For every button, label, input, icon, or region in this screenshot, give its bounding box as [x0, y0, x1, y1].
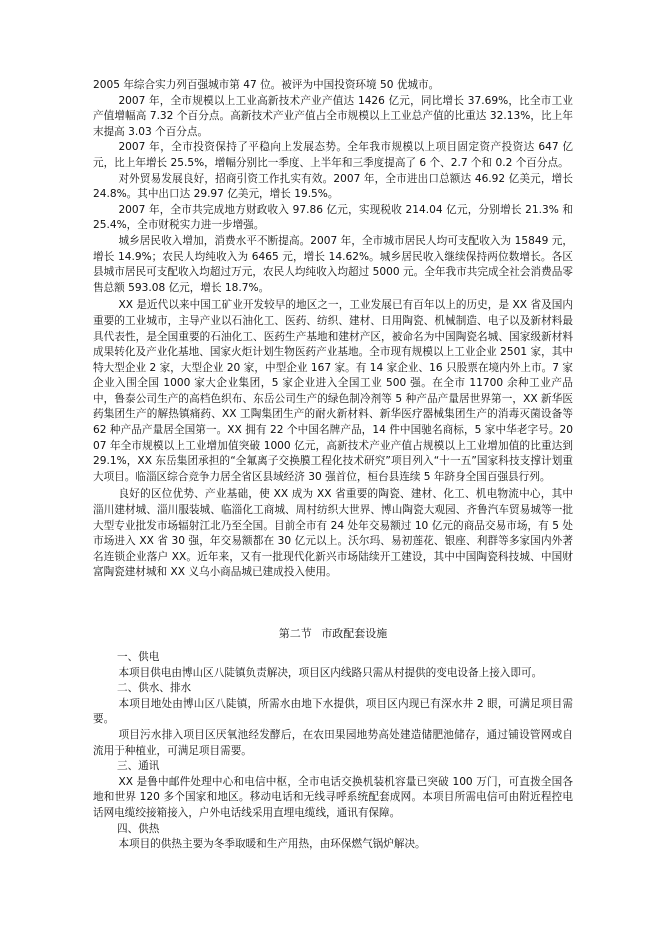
paragraph-markets: 良好的区位优势、产业基础，使 XX 成为 XX 省重要的陶瓷、建材、化工、机电物流中心，其中淄川建材城、淄川服装城、临淄化工商城、周村纺织大世界、博山陶瓷大观园、齐鲁汽车贸易城等一批大型专业批发市场辐射江北乃至全国。目前全市有 24 处年交易额过 10 亿元的商品交易市场，有 5 处市场进入 XX 省 30 强，年交易额都在 30 亿元以上。沃尔玛、易初莲花、银座、利群等多家国内外著名连锁企业落户 XX。近年来，又有一批现代化新兴市场陆续开工建设，其中中国陶瓷科技城、中国财富陶瓷建材城和 XX 义乌小商品城已建成投入使用。 — [93, 488, 573, 579]
subsection-heading-water: 二、供水、排水 — [117, 682, 192, 695]
page-content — [93, 78, 573, 851]
subsection-heading-power: 一、供电 — [117, 651, 160, 663]
paragraph-fiscal-revenue: 2007 年，全市共完成地方财政收入 97.86 亿元，实现税收 214.04 亿元，分别增长 21.3% 和 25.4%，全市财税实力进一步增强。 — [93, 203, 573, 232]
paragraph-ranking: 2005 年综合实力列百强城市第 47 位。被评为中国投资环境 50 优城市。 — [93, 79, 440, 91]
utilities-section — [93, 650, 573, 853]
paragraph-heating: 本项目的供热主要为冬季取暖和生产用热，由环保燃气锅炉解决。 — [118, 838, 426, 851]
section-number: 第二节 — [278, 627, 312, 640]
paragraph-resident-income: 城乡居民收入增加，消费水平不断提高。2007 年，全市城市居民人均可支配收入为 15849 元，增长 14.9%；农民人均纯收入为 6465 元，增长 14.62%。城乡居民收入继续保持两位数增长。各区县城市居民可支配收入均超过万元，农民人均纯收入均超过 5000 元。全年我市共完成全社会消费品零售总额 593.08 亿元，增长 18.7%。 — [93, 234, 573, 294]
paragraph-drainage: 项目污水排入项目区厌氧池经发酵后，在农田果园地势高处建造储肥池储存，通过铺设管网或自流用于种植业，可满足项目需要。 — [93, 728, 573, 757]
paragraph-power: 本项目供电由博山区八陡镇负责解决，项目区内线路只需从村提供的变电设备上接入即可。 — [118, 666, 543, 679]
section-heading — [93, 626, 573, 642]
paragraph-water-supply: 本项目地处由博山区八陡镇，所需水由地下水提供，项目区内现已有深水井 2 眼，可满足项目需要。 — [93, 697, 573, 726]
paragraph-foreign-trade: 对外贸易发展良好，招商引资工作扎实有效。2007 年，全市进出口总额达 46.92 亿美元，增长 24.8%。其中出口达 29.97 亿美元，增长 19.5%。 — [93, 172, 573, 201]
paragraph-telecom: XX 是鲁中邮件处理中心和电信中枢，全市电话交换机装机容量已突破 100 万门，可直拨全国各地和世界 120 多个国家和地区。移动电话和无线寻呼系统配套成网。本项目所需电信可由附近程控电话网电缆绞接箱接入，户外电话线采用直埋电缆线，通讯有保障。 — [93, 775, 573, 819]
paragraph-hightech-output: 2007 年，全市规模以上工业高新技术产业产值达 1426 亿元，同比增长 37.69%，比全市工业产值增幅高 7.32 个百分点。高新技术产业产值占全市规模以上工业总产值的比重达 32.13%，比上年末提高 3.03 个百分点。 — [93, 94, 573, 138]
paragraph-industry: XX 是近代以来中国工矿业开发较早的地区之一，工业发展已有百年以上的历史，是 XX 省及国内重要的工业城市，主导产业以石油化工、医药、纺织、建材、日用陶瓷、机械制造、电子以及新材料最具代表性，是全国重要的石油化工、医药生产基地和建材产区，被命名为中国陶瓷名城、国家级新材料成果转化及产业化基地、国家火炬计划生物医药产业基地。全市现有规模以上工业企业 2501 家，其中特大型企业 2 家，大型企业 20 家，中型企业 167 家。有 14 家企业、16 只股票在境内外上市。7 家企业入围全国 1000 家大企业集团，5 家企业进入全国工业 500 强。在全市 11700 余种工业产品中，鲁泰公司生产的高档色织布、东岳公司生产的绿色制冷剂等 5 种产品产量居世界第一，XX 新华医药集团生产的解热镇痛药、XX 工陶集团生产的耐火新材料、新华医疗器械集团生产的消毒灭菌设备等 62 种产品产量居全国第一。XX 拥有 22 个中国名牌产品，14 件中国驰名商标，5 家中华老字号。2007 年全市规模以上工业增加值突破 1000 亿元，高新技术产业产值占规模以上工业增加值的比重达到 29.1%，XX 东岳集团承担的“全氟离子交换膜工程化技术研究”项目列入“十一五”国家科技支撑计划重大项目。临淄区综合竞争力居全省区县域经济 30 强首位，桓台县连续 5 年跻身全国百强县行列。 — [93, 299, 573, 483]
subsection-heading-telecom: 三、通讯 — [117, 760, 160, 773]
subsection-heading-heating: 四、供热 — [117, 822, 160, 835]
section-title: 市政配套设施 — [321, 627, 388, 640]
paragraph-investment: 2007 年，全市投资保持了平稳向上发展态势。全年我市规模以上项目固定资产投资达 647 亿元，比上年增长 25.5%，增幅分别比一季度、上半年和三季度提高了 6 个、2.7 个和 0.2 个百分点。 — [93, 141, 573, 169]
